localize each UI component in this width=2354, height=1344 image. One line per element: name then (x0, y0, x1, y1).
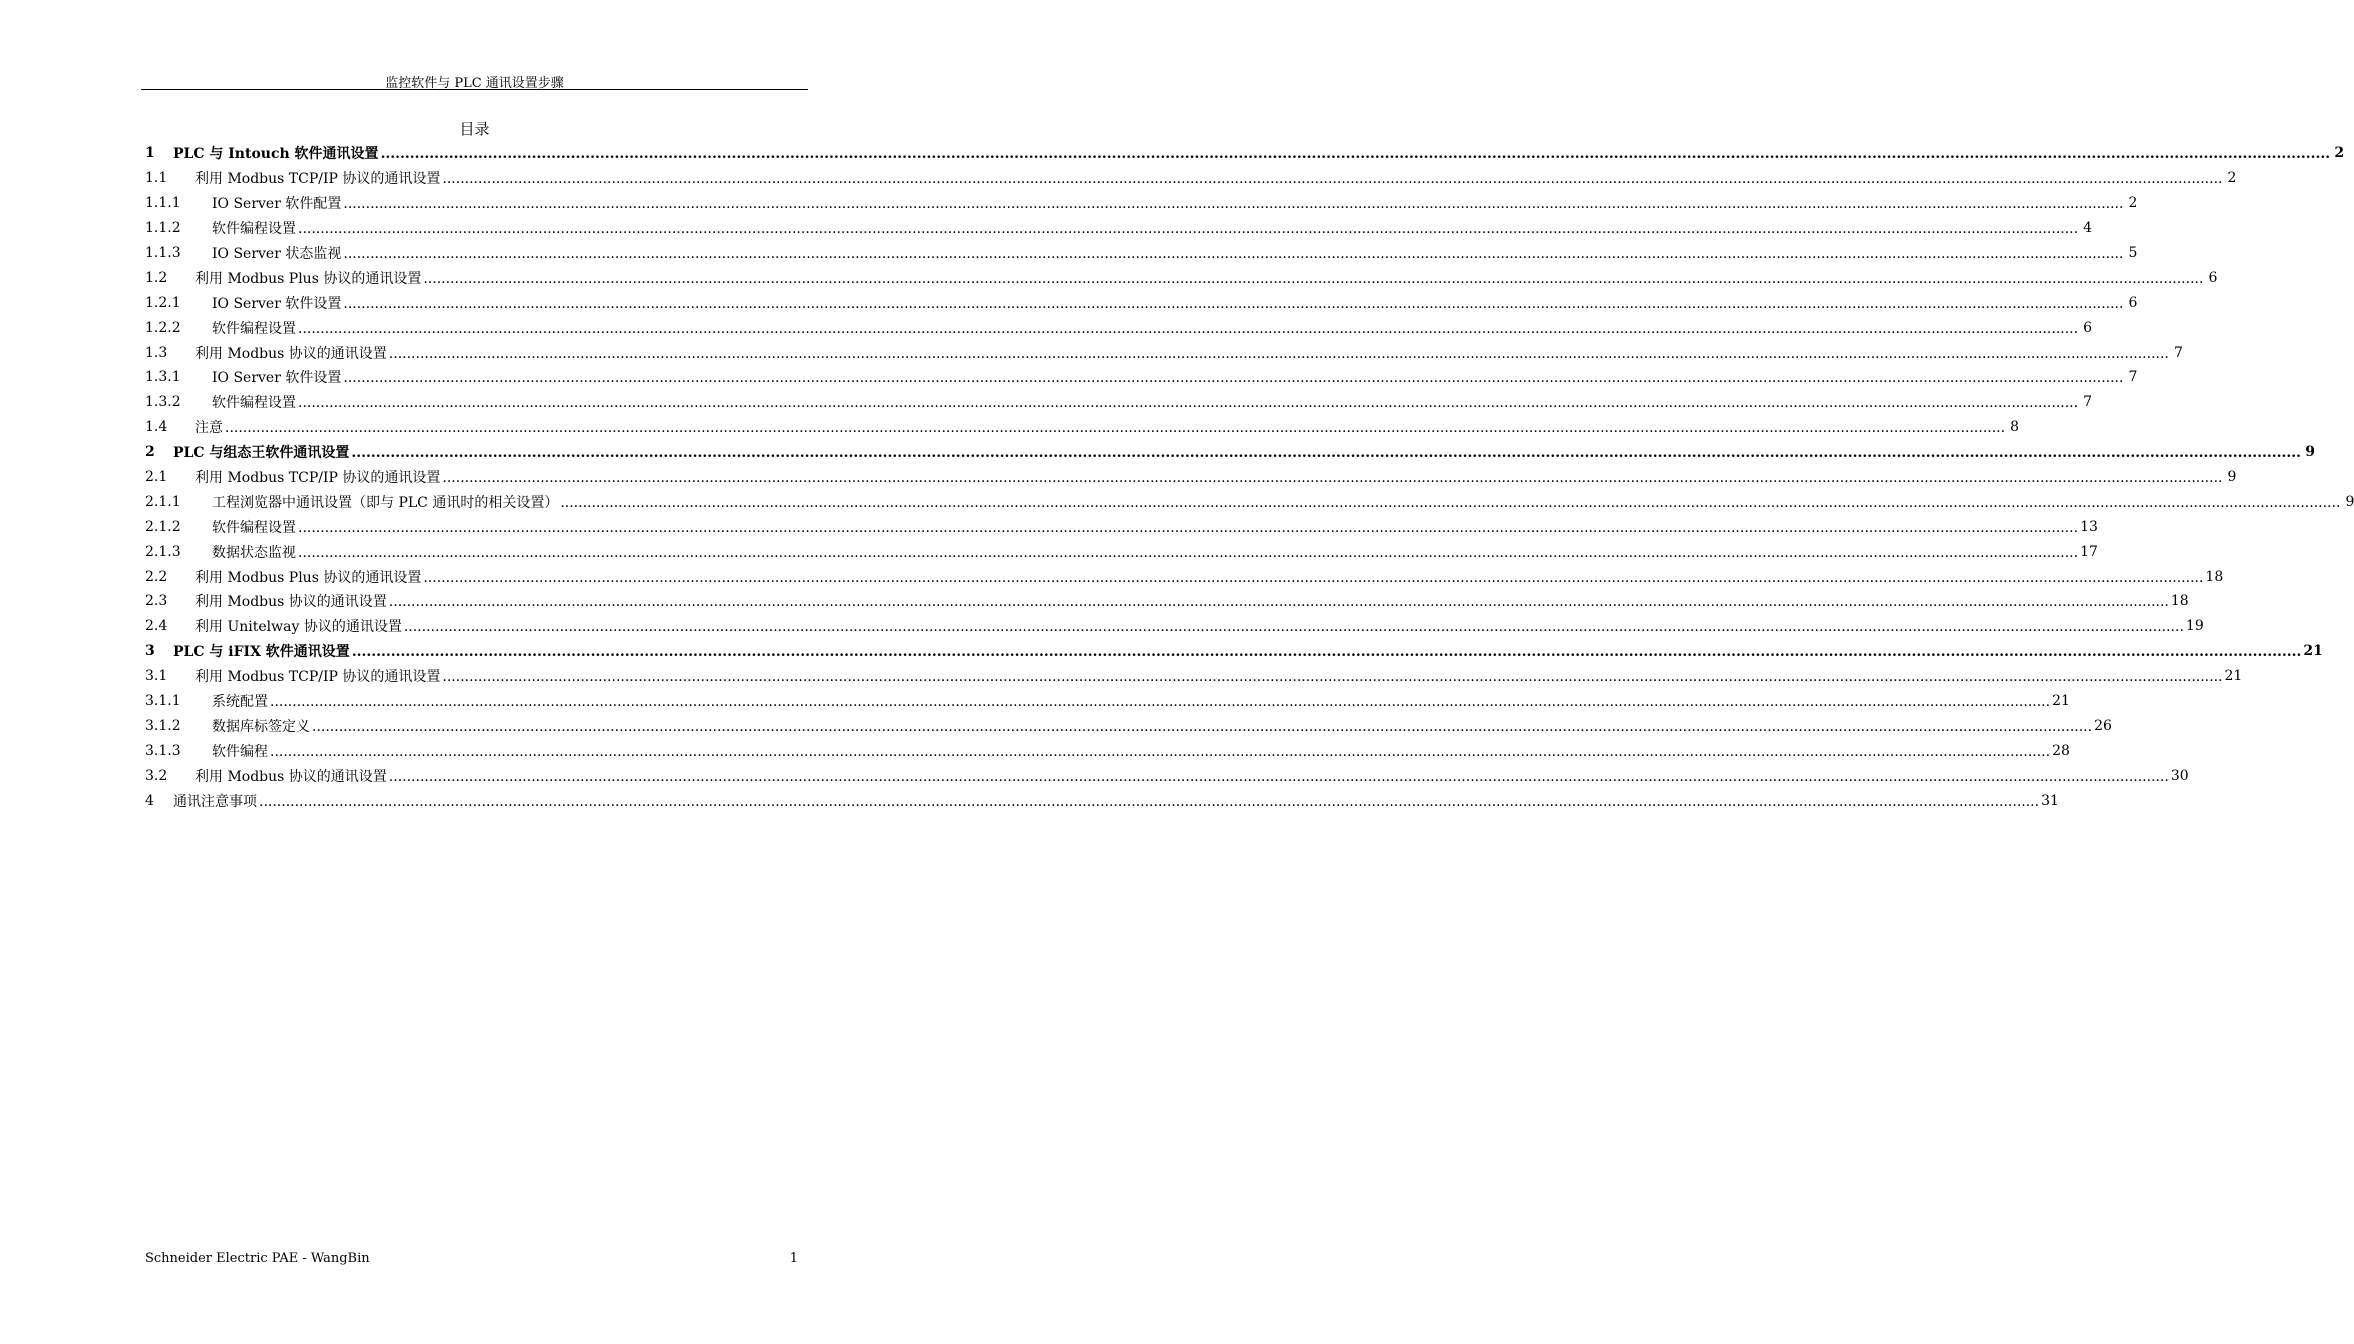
toc-entry-title: 利用 Modbus TCP/IP 协议的通讯设置 (195, 470, 441, 487)
toc-entry-number: 1 (145, 145, 155, 162)
toc-entry-number: 2.1.2 (145, 518, 181, 535)
toc-entry-title: PLC 与 Intouch 软件通讯设置 (173, 146, 379, 163)
table-of-contents (145, 141, 2354, 813)
toc-dot-leader: ................................................................................................................................................................................................................................................................................................................................................................................................................ (351, 644, 2302, 661)
toc-entry[interactable] (145, 539, 2098, 564)
page-header-title: 监控软件与 PLC 通讯设置步骤 (385, 76, 564, 91)
footer-page-number: 1 (789, 1251, 798, 1266)
toc-entry-title: 软件编程 (212, 743, 268, 760)
toc-dot-leader: ................................................................................................................................................................................................................................................................................................................................................................................................................ (298, 221, 2079, 238)
toc-entry-number: 2.2 (145, 568, 168, 585)
toc-dot-leader: ................................................................................................................................................................................................................................................................................................................................................................................................................ (225, 420, 2006, 437)
toc-entry-page: 13 (2080, 518, 2098, 535)
toc-entry-title: 利用 Modbus Plus 协议的通讯设置 (195, 569, 422, 586)
toc-entry-number: 2.4 (145, 618, 168, 635)
toc-entry-number: 1.2.1 (145, 294, 181, 311)
toc-entry[interactable] (145, 763, 2189, 788)
toc-dot-leader: ................................................................................................................................................................................................................................................................................................................................................................................................................ (312, 718, 2093, 735)
toc-entry[interactable] (145, 415, 2020, 440)
toc-entry[interactable] (145, 489, 2354, 514)
toc-entry-title: 利用 Modbus Plus 协议的通讯设置 (195, 270, 422, 287)
toc-dot-leader: ................................................................................................................................................................................................................................................................................................................................................................................................................ (380, 146, 2331, 163)
toc-entry-page: 28 (2052, 742, 2070, 759)
toc-dot-leader: ................................................................................................................................................................................................................................................................................................................................................................................................................ (298, 544, 2079, 561)
toc-title: 目录 (459, 120, 490, 138)
toc-entry-page: 26 (2094, 717, 2112, 734)
toc-dot-leader: ................................................................................................................................................................................................................................................................................................................................................................................................................ (298, 320, 2079, 337)
toc-entry-number: 1.1.3 (145, 245, 181, 261)
toc-entry[interactable] (145, 166, 2237, 191)
toc-entry-page: 4 (2083, 220, 2093, 237)
toc-entry-page: 5 (2128, 245, 2138, 261)
toc-entry-number: 3.1 (145, 668, 168, 685)
header-rule (141, 89, 808, 90)
toc-dot-leader: ................................................................................................................................................................................................................................................................................................................................................................................................................ (442, 171, 2223, 188)
toc-entry[interactable] (145, 315, 2093, 340)
toc-dot-leader: ................................................................................................................................................................................................................................................................................................................................................................................................................ (343, 370, 2124, 387)
toc-dot-leader: ................................................................................................................................................................................................................................................................................................................................................................................................................ (343, 246, 2124, 262)
toc-entry[interactable] (145, 191, 2138, 216)
toc-entry-number: 2 (145, 444, 155, 461)
toc-entry-number: 1.3.1 (145, 369, 181, 386)
toc-entry-title: 利用 Modbus 协议的通讯设置 (195, 345, 387, 362)
toc-entry-title: 工程浏览器中通讯设置（即与 PLC 通讯时的相关设置） (212, 494, 559, 511)
toc-entry-number: 1.1.2 (145, 220, 181, 237)
toc-entry-number: 1.1.1 (145, 195, 181, 212)
toc-entry-number: 3.1.1 (145, 693, 181, 710)
toc-entry-number: 2.1 (145, 469, 168, 486)
toc-entry-title: 利用 Modbus TCP/IP 协议的通讯设置 (195, 669, 441, 686)
toc-dot-leader: ................................................................................................................................................................................................................................................................................................................................................................................................................ (388, 594, 2169, 611)
toc-entry[interactable] (145, 440, 2315, 465)
toc-entry-number: 2.1.1 (145, 493, 181, 510)
toc-entry-title: 利用 Unitelway 协议的通讯设置 (195, 619, 402, 636)
toc-entry-page: 9 (2305, 444, 2315, 461)
toc-entry[interactable] (145, 564, 2224, 589)
toc-entry-number: 3.1.2 (145, 717, 181, 734)
toc-dot-leader: ................................................................................................................................................................................................................................................................................................................................................................................................................ (351, 445, 2301, 462)
toc-entry-page: 17 (2080, 543, 2098, 560)
toc-entry[interactable] (145, 614, 2204, 639)
toc-entry-title: 数据状态监视 (212, 544, 296, 561)
toc-entry-title: 利用 Modbus 协议的通讯设置 (195, 594, 387, 611)
toc-entry[interactable] (145, 639, 2323, 664)
toc-entry[interactable] (145, 216, 2093, 241)
toc-dot-leader: ................................................................................................................................................................................................................................................................................................................................................................................................................ (442, 470, 2223, 487)
toc-entry[interactable] (145, 664, 2243, 689)
toc-entry-page: 6 (2128, 294, 2138, 311)
toc-dot-leader: ................................................................................................................................................................................................................................................................................................................................................................................................................ (442, 669, 2223, 686)
toc-entry[interactable] (145, 241, 2138, 266)
toc-entry[interactable] (145, 689, 2070, 714)
toc-entry-title: 软件编程设置 (212, 320, 296, 337)
toc-entry-title: 软件编程设置 (212, 221, 296, 238)
toc-entry-page: 6 (2208, 269, 2218, 286)
toc-dot-leader: ................................................................................................................................................................................................................................................................................................................................................................................................................ (403, 619, 2184, 636)
toc-entry[interactable] (145, 290, 2138, 315)
toc-entry[interactable] (145, 265, 2218, 290)
toc-entry-number: 3 (145, 643, 155, 660)
toc-entry-number: 1.3.2 (145, 394, 181, 411)
toc-entry-page: 6 (2083, 319, 2093, 336)
toc-entry[interactable] (145, 788, 2059, 813)
toc-entry-page: 7 (2173, 344, 2183, 361)
toc-dot-leader: ................................................................................................................................................................................................................................................................................................................................................................................................................ (298, 519, 2079, 536)
toc-entry-page: 8 (2010, 419, 2020, 436)
toc-dot-leader: ................................................................................................................................................................................................................................................................................................................................................................................................................ (259, 793, 2040, 810)
toc-entry-title: 利用 Modbus TCP/IP 协议的通讯设置 (195, 171, 441, 188)
toc-entry-title: 系统配置 (212, 694, 268, 711)
toc-entry-title: PLC 与 iFIX 软件通讯设置 (173, 644, 350, 661)
toc-dot-leader: ................................................................................................................................................................................................................................................................................................................................................................................................................ (423, 569, 2204, 586)
toc-entry-number: 1.3 (145, 344, 168, 361)
toc-dot-leader: ................................................................................................................................................................................................................................................................................................................................................................................................................ (270, 694, 2051, 711)
toc-entry-number: 1.1 (145, 170, 168, 187)
footer-author: Schneider Electric PAE - WangBin (145, 1251, 370, 1266)
toc-dot-leader: ................................................................................................................................................................................................................................................................................................................................................................................................................ (270, 743, 2051, 760)
toc-entry[interactable] (145, 589, 2189, 614)
toc-entry-page: 2 (2227, 170, 2237, 187)
toc-dot-leader: ................................................................................................................................................................................................................................................................................................................................................................................................................ (343, 295, 2124, 312)
toc-entry-title: 注意 (195, 420, 223, 437)
toc-entry-page: 31 (2041, 792, 2059, 809)
toc-entry-page: 2 (2128, 195, 2138, 212)
toc-entry-page: 2 (2334, 145, 2345, 162)
toc-entry-page: 9 (2227, 469, 2237, 486)
toc-entry-title: 数据库标签定义 (212, 718, 310, 735)
toc-entry[interactable] (145, 340, 2183, 365)
toc-entry-page: 21 (2052, 693, 2070, 710)
toc-entry-page: 9 (2345, 493, 2354, 510)
toc-entry-title: 软件编程设置 (212, 519, 296, 536)
toc-entry-page: 7 (2128, 369, 2138, 386)
toc-entry-page: 18 (2170, 593, 2189, 610)
toc-entry-title: IO Server 软件设置 (212, 370, 342, 387)
toc-entry-number: 4 (145, 792, 154, 809)
toc-entry[interactable] (145, 738, 2070, 763)
toc-entry-title: 利用 Modbus 协议的通讯设置 (195, 768, 387, 785)
toc-dot-leader: ................................................................................................................................................................................................................................................................................................................................................................................................................ (388, 345, 2169, 362)
toc-entry-page: 19 (2185, 618, 2204, 635)
toc-entry-number: 1.2 (145, 269, 168, 286)
toc-entry[interactable] (145, 365, 2138, 390)
toc-entry-page: 21 (2303, 643, 2323, 660)
toc-entry-number: 2.1.3 (145, 543, 181, 560)
toc-entry-title: IO Server 软件配置 (212, 196, 342, 213)
toc-dot-leader: ................................................................................................................................................................................................................................................................................................................................................................................................................ (388, 768, 2169, 785)
toc-entry-page: 18 (2205, 568, 2224, 585)
toc-entry[interactable] (145, 141, 2345, 166)
toc-entry-number: 1.4 (145, 419, 168, 436)
toc-entry-title: IO Server 状态监视 (212, 246, 342, 262)
toc-entry-page: 7 (2083, 394, 2093, 411)
toc-entry-page: 21 (2224, 668, 2243, 685)
toc-entry-number: 2.3 (145, 593, 168, 610)
toc-entry[interactable] (145, 713, 2112, 738)
toc-entry-title: 通讯注意事项 (173, 793, 257, 810)
toc-entry-page: 30 (2170, 767, 2189, 784)
toc-entry-title: PLC 与组态王软件通讯设置 (173, 445, 350, 462)
toc-entry[interactable] (145, 514, 2098, 539)
toc-dot-leader: ................................................................................................................................................................................................................................................................................................................................................................................................................ (560, 494, 2341, 511)
toc-entry[interactable] (145, 465, 2237, 490)
toc-dot-leader: ................................................................................................................................................................................................................................................................................................................................................................................................................ (343, 196, 2124, 213)
toc-dot-leader: ................................................................................................................................................................................................................................................................................................................................................................................................................ (423, 270, 2204, 287)
toc-entry[interactable] (145, 390, 2093, 415)
toc-entry-number: 3.1.3 (145, 742, 181, 759)
toc-entry-title: IO Server 软件设置 (212, 295, 342, 312)
toc-entry-number: 1.2.2 (145, 319, 181, 336)
toc-dot-leader: ................................................................................................................................................................................................................................................................................................................................................................................................................ (298, 395, 2079, 412)
toc-entry-number: 3.2 (145, 767, 168, 784)
toc-entry-title: 软件编程设置 (212, 395, 296, 412)
